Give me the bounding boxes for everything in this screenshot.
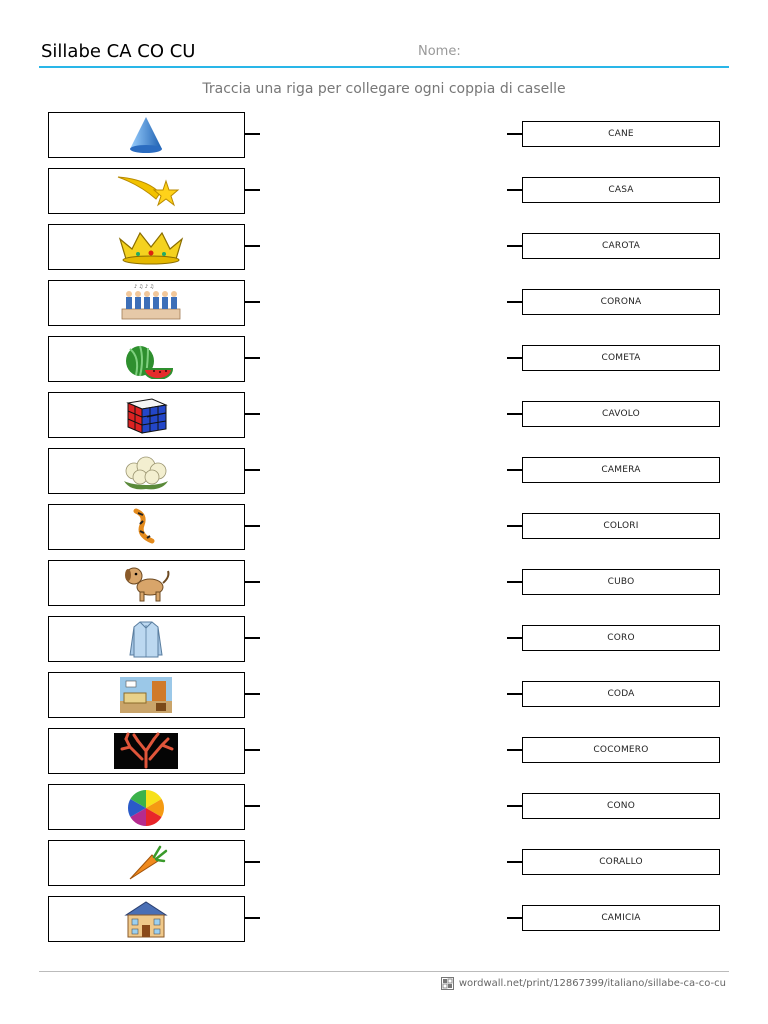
name-label: Nome: [418,44,461,59]
bedroom-icon [116,675,176,715]
word-box[interactable]: CORONA [522,289,720,315]
picture-box [48,112,245,158]
word-box[interactable]: CAMICIA [522,905,720,931]
connector-right[interactable] [507,469,522,471]
picture-box [48,672,245,718]
color-wheel-icon [116,787,176,827]
match-row [0,392,768,438]
match-row [0,504,768,550]
match-row [0,728,768,774]
match-row [0,672,768,718]
footer-rule [39,971,729,972]
connector-left[interactable] [245,581,260,583]
tail-icon [116,507,176,547]
match-row [0,168,768,214]
connector-right[interactable] [507,637,522,639]
connector-right[interactable] [507,357,522,359]
page-title: Sillabe CA CO CU [41,41,196,62]
picture-box [48,504,245,550]
connector-right[interactable] [507,525,522,527]
match-row [0,112,768,158]
picture-box [48,616,245,662]
word-box[interactable]: CAMERA [522,457,720,483]
picture-box [48,336,245,382]
footer [441,977,726,990]
picture-box [48,784,245,830]
picture-box [48,280,245,326]
wordwall-logo-icon [441,977,454,990]
connector-right[interactable] [507,917,522,919]
match-row [0,448,768,494]
word-box[interactable]: COLORI [522,513,720,539]
picture-box [48,224,245,270]
connector-left[interactable] [245,245,260,247]
connector-left[interactable] [245,861,260,863]
connector-right[interactable] [507,133,522,135]
connector-left[interactable] [245,525,260,527]
connector-left[interactable] [245,301,260,303]
house-icon [116,899,176,939]
instructions: Traccia una riga per collegare ogni coppia di caselle [202,81,566,97]
connector-left[interactable] [245,413,260,415]
picture-box [48,168,245,214]
connector-left[interactable] [245,189,260,191]
coral-icon [114,731,178,771]
match-row [0,784,768,830]
watermelon-icon [116,339,176,379]
picture-box [48,728,245,774]
word-box[interactable]: CANE [522,121,720,147]
connector-right[interactable] [507,189,522,191]
connector-right[interactable] [507,805,522,807]
word-box[interactable]: CODA [522,681,720,707]
dog-icon [116,563,176,603]
connector-right[interactable] [507,581,522,583]
word-box[interactable]: CORO [522,625,720,651]
match-row [0,280,768,326]
comet-icon [116,171,186,211]
match-row [0,616,768,662]
connector-left[interactable] [245,357,260,359]
connector-left[interactable] [245,469,260,471]
svg-text:♪ ♫ ♪ ♫: ♪ ♫ ♪ ♫ [134,284,155,290]
match-row [0,224,768,270]
choir-icon [116,283,186,323]
picture-box [48,448,245,494]
connector-left[interactable] [245,749,260,751]
picture-box [48,896,245,942]
footer-url[interactable]: wordwall.net/print/12867399/italiano/sillabe-ca-co-cu [458,978,726,989]
carrot-icon [116,843,176,883]
word-box[interactable]: CORALLO [522,849,720,875]
match-row [0,560,768,606]
connector-left[interactable] [245,805,260,807]
connector-left[interactable] [245,693,260,695]
match-row [0,840,768,886]
connector-left[interactable] [245,917,260,919]
match-row [0,896,768,942]
picture-box [48,392,245,438]
word-box[interactable]: CONO [522,793,720,819]
cauliflower-icon [116,451,176,491]
cube-icon [116,395,176,435]
header-rule [39,66,729,68]
match-row [0,336,768,382]
word-box[interactable]: COCOMERO [522,737,720,763]
connector-right[interactable] [507,413,522,415]
connector-left[interactable] [245,637,260,639]
word-box[interactable]: CUBO [522,569,720,595]
word-box[interactable]: COMETA [522,345,720,371]
picture-box [48,840,245,886]
connector-left[interactable] [245,133,260,135]
connector-right[interactable] [507,245,522,247]
connector-right[interactable] [507,693,522,695]
picture-box [48,560,245,606]
connector-right[interactable] [507,301,522,303]
connector-right[interactable] [507,749,522,751]
crown-icon [116,227,186,267]
shirt-icon [116,619,176,659]
word-box[interactable]: CAVOLO [522,401,720,427]
word-box[interactable]: CASA [522,177,720,203]
word-box[interactable]: CAROTA [522,233,720,259]
connector-right[interactable] [507,861,522,863]
cone-icon [116,115,176,155]
